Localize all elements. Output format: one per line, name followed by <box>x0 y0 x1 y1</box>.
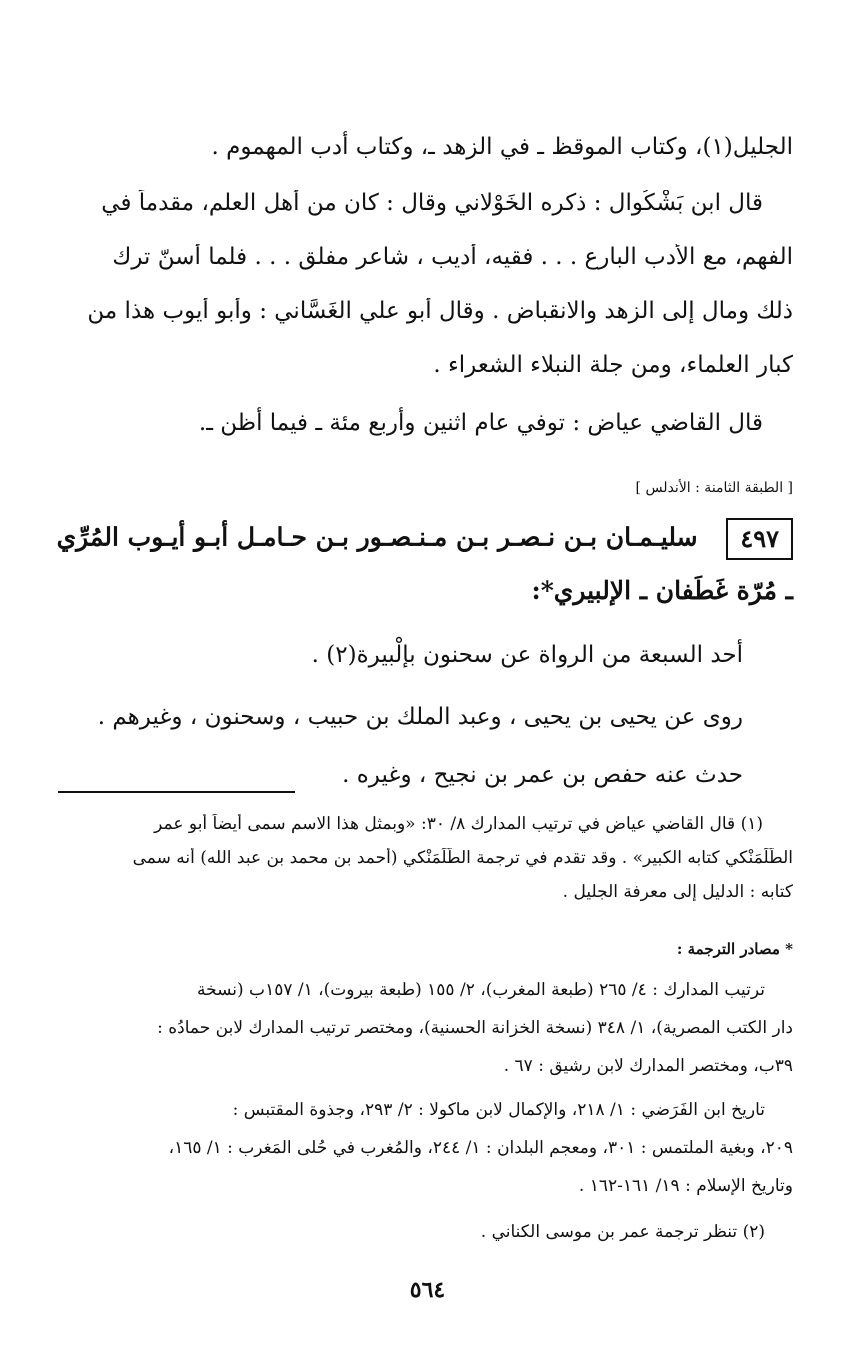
sources-1 <box>58 980 793 1094</box>
entry-497 <box>56 518 793 788</box>
footnote-line: كتابه : الدليل إلى معرفة الجليل . <box>562 882 793 902</box>
footnote-line: الطَّلَمَنْكي كتابه الكبير» . وقد تقدم في ترجمة الطَّلَمَنْكي (أحمد بن محمد بن عبد الله) أنه سمى <box>132 848 793 868</box>
entry-number: ٤٩٧ <box>726 518 793 560</box>
page-number: ٥٦٤ <box>409 1277 446 1303</box>
sources-title: * مصادر الترجمة : <box>676 940 793 958</box>
paragraph-ibn-bashkuwal <box>58 190 793 406</box>
entry-line: روى عن يحيى بن يحيى ، وعبد الملك بن حبيب ، وسحنون ، وغيرهم . <box>97 704 743 730</box>
entry-heading <box>58 518 793 560</box>
entry-name: سليـمـان بـن نـصـر بـن مـنـصـور بـن حـامـل أبـو أيـوب المُرِّي <box>56 522 698 552</box>
text-line: الفهم، مع الأدب البارع . . . فقيه، أديب ، شاعر مفلق . . . فلما أسنّ ترك <box>112 244 793 270</box>
footnote-1 <box>58 814 793 916</box>
entry-line: حدث عنه حفص بن عمر بن نجيح ، وغيره . <box>342 762 743 788</box>
text-line: كبار العلماء، ومن جلة النبلاء الشعراء . <box>433 352 793 378</box>
source-line: ٣٩ب، ومختصر المدارك لابن رشيق : ٦٧ . <box>503 1056 793 1076</box>
intro-line: الجليل(١)، وكتاب الموقظ ـ في الزهد ـ، وكتاب أدب المهموم . <box>211 134 793 160</box>
footnote-line: (١) قال القاضي عياض في ترتيب المدارك ٨/ ٣٠: «وبمثل هذا الاسم سمى أيضاً أبو عمر <box>154 814 763 834</box>
text-line: قال ابن بَشْكُوال : ذكره الخَوْلاني وقال : كان من أهل العلم، مقدماً في <box>101 190 763 216</box>
entry-line: أحد السبعة من الرواة عن سحنون بإلْبيرة(٢) . <box>311 642 743 668</box>
source-line: وتاريخ الإسلام : ١٩/ ١٦١-١٦٢ . <box>578 1176 793 1196</box>
sources-2 <box>58 1100 793 1214</box>
source-line: تاريخ ابن الفَرَضي : ١/ ٢١٨، والإكمال لابن ماكولا : ٢/ ٢٩٣، وجذوة المقتبس : <box>232 1100 765 1120</box>
footnote-2: (٢) تنظر ترجمة عمر بن موسى الكناني . <box>480 1222 765 1242</box>
source-line: ٢٠٩، وبغية الملتمس : ٣٠١، ومعجم البلدان : ١/ ٢٤٤، والمُغرب في حُلى المَغرب : ١/ ١٦٥، <box>168 1138 793 1158</box>
footnote-divider <box>58 791 295 793</box>
entry-heading-2: ـ مُرّة غَطَفان ـ الإلبيري*: <box>531 576 793 605</box>
text-line: ذلك ومال إلى الزهد والانقباض . وقال أبو علي الغَسَّاني : وأبو أيوب هذا من <box>87 298 793 324</box>
source-line: دار الكتب المصرية)، ١/ ٣٤٨ (نسخة الخزانة الحسنية)، ومختصر ترتيب المدارك لابن حمادُه : <box>157 1018 793 1038</box>
paragraph-qadi-iyad: قال القاضي عياض : توفي عام اثنين وأربع مئة ـ فيما أظن ـ. <box>198 410 763 436</box>
source-line: ترتيب المدارك : ٤/ ٢٦٥ (طبعة المغرب)، ٢/ ١٥٥ (طبعة بيروت)، ١/ ١٥٧ب (نسخة <box>197 980 765 1000</box>
section-meta: [ الطبقة الثامنة : الأندلس ] <box>635 480 793 496</box>
